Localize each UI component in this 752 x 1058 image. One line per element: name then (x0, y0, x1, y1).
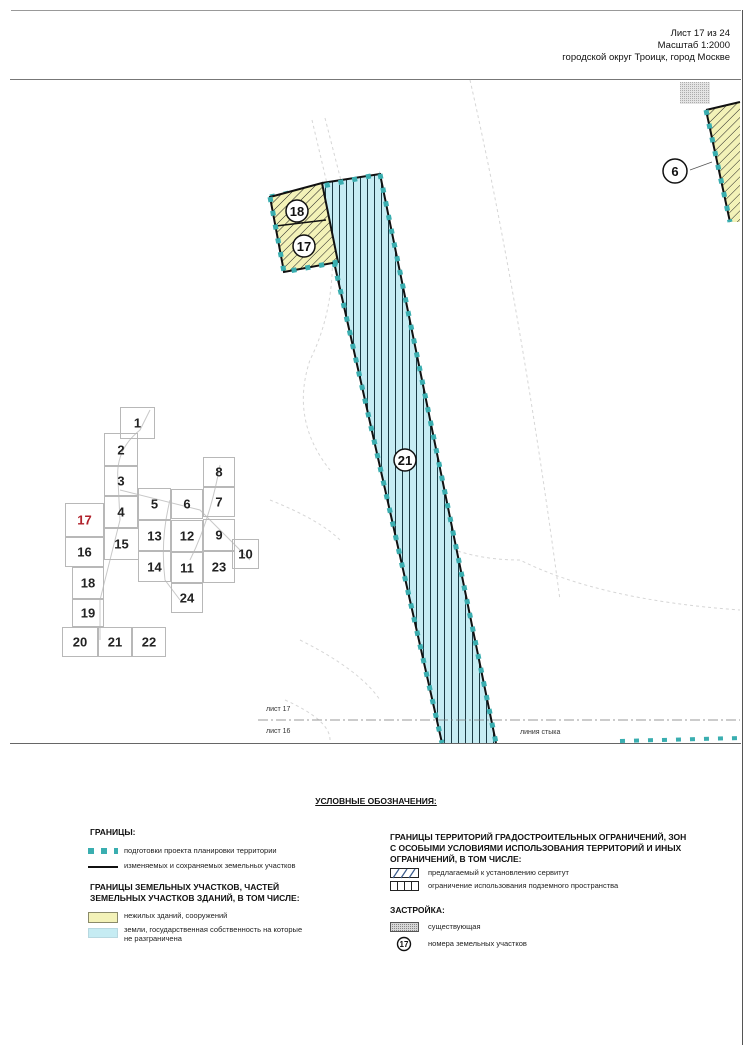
sheet-index-number: 22 (141, 634, 157, 650)
existing-building (680, 82, 710, 104)
label-sheet-16: лист 16 (266, 728, 291, 735)
legend-item-existing: существующая (428, 922, 481, 931)
location-name: городской округ Троицк, город Москве (562, 52, 730, 63)
svg-text:17: 17 (399, 940, 409, 949)
sheet-number: Лист 17 из 24 (670, 28, 730, 39)
sheet-index-number: 13 (147, 528, 162, 543)
legend-item-underground: ограничение использования подземного пространства (428, 881, 619, 890)
sheet-index-number: 14 (147, 559, 162, 574)
sheet-index-number: 18 (80, 575, 96, 591)
sheet-index-number: 17 (77, 512, 92, 528)
sheet-index-number: 11 (180, 560, 194, 575)
legend-title: УСЛОВНЫЕ ОБОЗНАЧЕНИЯ: (315, 796, 437, 806)
sheet-index-number: 5 (150, 496, 159, 512)
legend-black-line-icon (88, 866, 118, 868)
legend-restrictions-heading-3: ОГРАНИЧЕНИЙ, В ТОМ ЧИСЛЕ: (390, 854, 522, 864)
sheet-index-number: 23 (211, 559, 227, 575)
parcel-label-6 (663, 159, 687, 183)
svg-text:18: 18 (289, 204, 305, 219)
legend-boundaries-heading: ГРАНИЦЫ: (90, 827, 136, 837)
legend-item-state-land-2: не разграничена (124, 934, 182, 943)
sheet-index-number: 6 (183, 496, 191, 512)
label-junction-line: линия стыка (520, 729, 561, 736)
sheet-index-number: 12 (179, 528, 195, 544)
legend-parcels-heading-2: ЗЕМЕЛЬНЫХ УЧАСТКОВ ЗДАНИЙ, В ТОМ ЧИСЛЕ: (90, 893, 300, 903)
sheet-index-number: 15 (114, 536, 129, 552)
legend-gray-hatch-icon (390, 922, 420, 933)
sheet-index-number: 24 (179, 590, 195, 606)
legend-item-parcel-boundary: изменяемых и сохраняемых земельных участков (124, 861, 296, 870)
legend-circled-number-icon (396, 936, 412, 952)
sheet-index-number: 10 (238, 546, 253, 562)
parcel-label-18 (286, 200, 308, 222)
sheet-index-number: 21 (107, 634, 123, 650)
legend-buildings-heading: ЗАСТРОЙКА: (390, 905, 445, 915)
sheet-index-number: 16 (77, 544, 92, 560)
legend-item-non-residential: нежилых зданий, сооружений (124, 911, 228, 920)
sheet-index-number: 8 (215, 464, 223, 480)
sheet-index-number: 7 (215, 494, 223, 510)
parcel-label-21 (394, 449, 416, 471)
legend-blue-fill-icon (88, 928, 118, 938)
svg-text:17: 17 (296, 239, 312, 254)
legend-yellow-fill-icon (88, 912, 118, 923)
legend-parcels-heading-1: ГРАНИЦЫ ЗЕМЕЛЬНЫХ УЧАСТКОВ, ЧАСТЕЙ (90, 882, 280, 892)
sheet-index-number: 9 (215, 527, 223, 543)
legend-item-planning-boundary: подготовки проекта планировки территории (124, 846, 277, 855)
sheet-index-number: 19 (80, 605, 96, 621)
sheet-index-number: 4 (117, 504, 125, 520)
legend-item-parcel-numbers: номера земельных участков (428, 939, 527, 948)
parcel-label-17 (293, 235, 315, 257)
label-sheet-17: лист 17 (266, 706, 291, 713)
sheet-index-number: 20 (72, 634, 88, 650)
map-scale: Масштаб 1:2000 (657, 40, 730, 51)
legend-item-easement: предлагаемый к установлению сервитут (428, 868, 569, 877)
sheet-index-number: 3 (117, 473, 125, 489)
legend-diagonal-hatch-icon (390, 868, 420, 879)
svg-text:21: 21 (397, 453, 413, 468)
svg-text:6: 6 (671, 164, 679, 179)
legend-restrictions-heading-1: ГРАНИЦЫ ТЕРРИТОРИЙ ГРАДОСТРОИТЕЛЬНЫХ ОГРАНИЧЕНИЙ, ЗОН (390, 832, 687, 842)
sheet-index-number: 2 (117, 442, 125, 457)
sheet-index-number: 1 (133, 415, 142, 431)
legend-vertical-hatch-icon (390, 881, 420, 892)
legend-teal-dots-icon (88, 847, 128, 855)
legend-item-state-land-1: земли, государственная собственность на которые (124, 925, 303, 934)
legend-restrictions-heading-2: С ОСОБЫМИ УСЛОВИЯМИ ИСПОЛЬЗОВАНИЯ ТЕРРИТОРИЙ И ИНЫХ (390, 843, 682, 853)
